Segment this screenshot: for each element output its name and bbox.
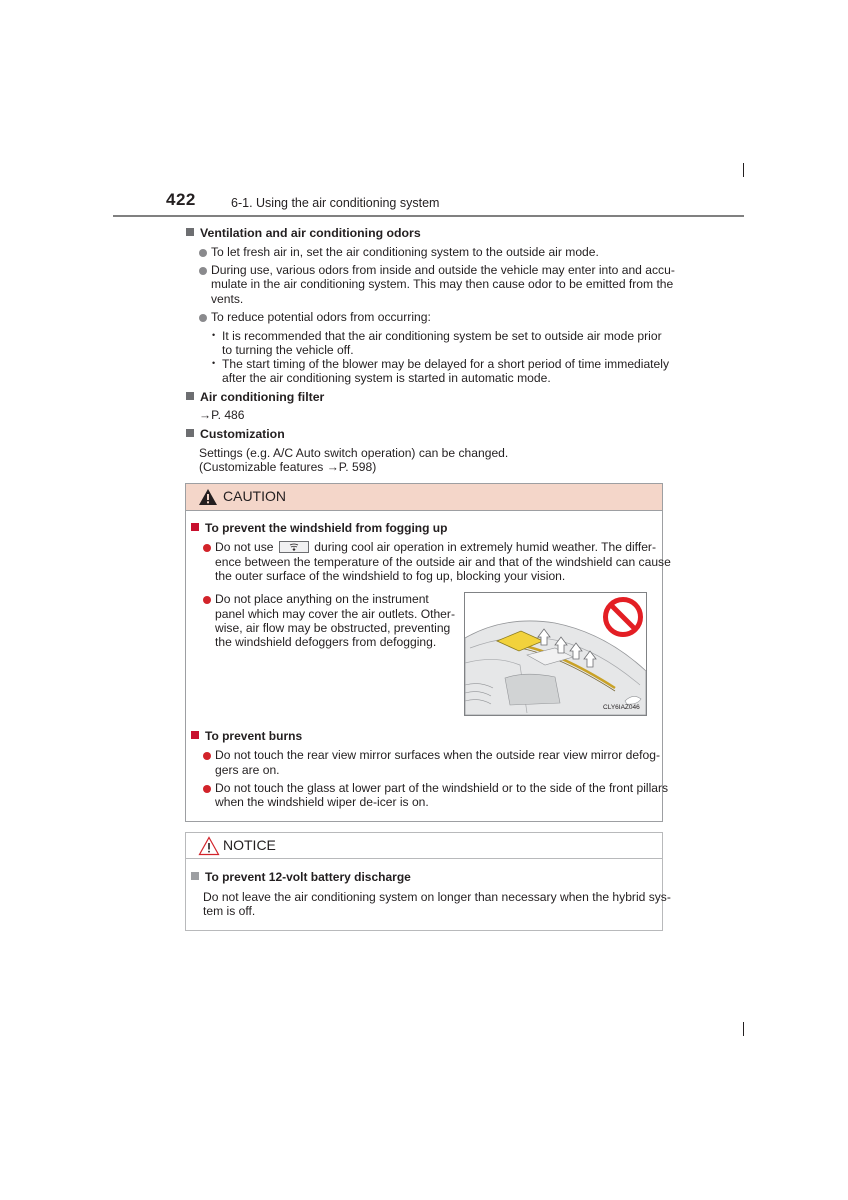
caution-item-continuation: when the windshield wiper de-icer is on.	[215, 795, 429, 809]
square-bullet-icon	[191, 731, 199, 739]
crop-mark-top	[743, 163, 744, 177]
bullet-dot-icon	[203, 785, 211, 793]
sub-list-item-continuation: to turning the vehicle off.	[222, 343, 354, 357]
bullet-dot-icon	[199, 267, 207, 275]
figure-code: CLY6IAZ046	[603, 704, 640, 711]
notice-label: NOTICE	[223, 837, 276, 853]
caution-item-continuation: the outer surface of the windshield to fog up, blocking your vision.	[215, 569, 566, 583]
bullet-dot-icon	[199, 249, 207, 257]
fog-heading: To prevent the windshield from fogging up	[191, 521, 447, 535]
notice-triangle-icon	[198, 836, 220, 856]
square-bullet-icon	[191, 872, 199, 880]
caution-item-continuation: gers are on.	[215, 763, 280, 777]
caution-label: CAUTION	[223, 488, 286, 504]
page-reference-link[interactable]: →P. 486	[199, 408, 245, 422]
section-title: 6-1. Using the air conditioning system	[231, 196, 440, 210]
customization-reference[interactable]: (Customizable features →P. 598)	[199, 460, 377, 474]
list-item-continuation: vents.	[211, 292, 244, 306]
windshield-defogger-button-icon	[279, 541, 309, 553]
customization-text: Settings (e.g. A/C Auto switch operation) can be changed.	[199, 446, 509, 460]
bullet-dot-icon	[203, 596, 211, 604]
sub-list-item: It is recommended that the air conditioning system be set to outside air mode prior	[222, 329, 662, 343]
sub-bullet-icon: •	[212, 358, 216, 368]
list-item-continuation: mulate in the air conditioning system. This may then cause odor to be emitted from the	[211, 277, 674, 291]
header-rule	[113, 215, 744, 217]
caution-item-continuation: panel which may cover the air outlets. Other-	[215, 607, 455, 621]
page-number: 422	[166, 190, 196, 209]
bullet-dot-icon	[199, 314, 207, 322]
square-bullet-icon	[186, 429, 194, 437]
filter-heading: Air conditioning filter	[186, 390, 324, 404]
sub-list-item: The start timing of the blower may be delayed for a short period of time immediately	[222, 357, 670, 371]
warning-triangle-icon	[198, 488, 218, 506]
customization-heading: Customization	[186, 427, 285, 441]
crop-mark-bottom	[743, 1022, 744, 1036]
sub-list-item-continuation: after the air conditioning system is started in automatic mode.	[222, 371, 551, 385]
ventilation-heading: Ventilation and air conditioning odors	[186, 226, 421, 240]
square-bullet-icon	[186, 228, 194, 236]
bullet-dot-icon	[203, 544, 211, 552]
prohibition-icon	[602, 596, 644, 638]
caution-item-continuation: the windshield defoggers from defogging.	[215, 635, 437, 649]
sub-bullet-icon: •	[212, 330, 216, 340]
caution-item-continuation: ence between the temperature of the outside air and that of the windshield can cause	[215, 555, 671, 569]
caution-item-continuation: wise, air flow may be obstructed, preventing	[215, 621, 451, 635]
battery-heading: To prevent 12-volt battery discharge	[191, 870, 411, 884]
burns-heading: To prevent burns	[191, 729, 302, 743]
square-bullet-icon	[186, 392, 194, 400]
notice-text-continuation: tem is off.	[203, 904, 256, 918]
bullet-dot-icon	[203, 752, 211, 760]
square-bullet-icon	[191, 523, 199, 531]
notice-text: Do not leave the air conditioning system on longer than necessary when the hybrid sys-	[203, 890, 671, 904]
